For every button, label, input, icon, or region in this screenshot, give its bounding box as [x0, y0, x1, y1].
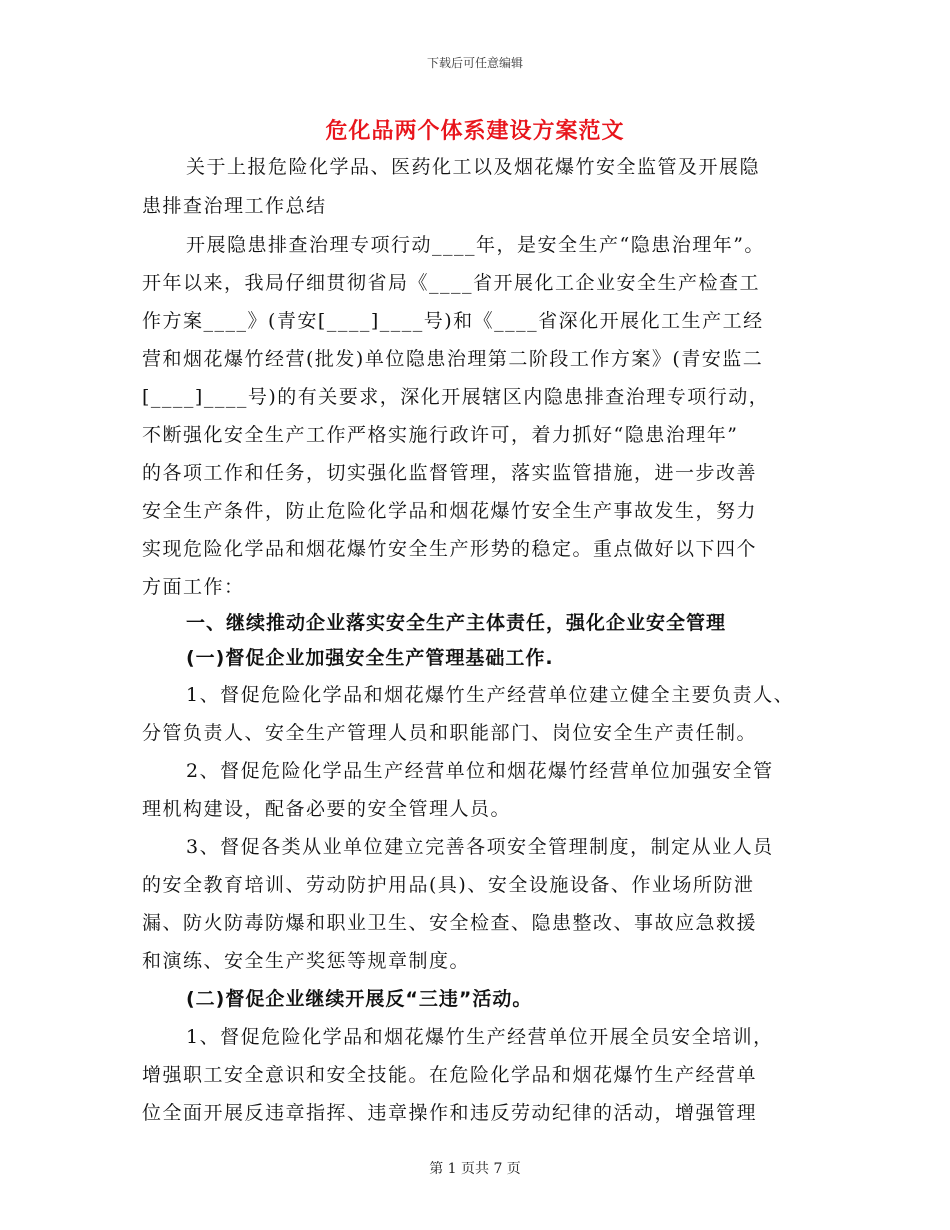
- text-line: 安全生产条件，防止危险化学品和烟花爆竹安全生产事故发生，努力: [142, 500, 758, 522]
- section-heading: 一、继续推动企业落实安全生产主体责任，强化企业安全管理: [186, 612, 727, 634]
- text-line: 患排查治理工作总结: [142, 195, 327, 217]
- text-line: 理机构建设，配备必要的安全管理人员。: [142, 798, 512, 820]
- text-line: 1、督促危险化学品和烟花爆竹生产经营单位建立健全主要负责人、: [186, 684, 795, 706]
- text-line: 和演练、安全生产奖惩等规章制度。: [142, 950, 471, 972]
- text-line: 2、督促危险化学品生产经营单位和烟花爆竹经营单位加强安全管: [186, 760, 774, 782]
- text-line: 分管负责人、安全生产管理人员和职能部门、岗位安全生产责任制。: [142, 722, 758, 744]
- header-note: 下载后可任意编辑: [426, 56, 523, 70]
- page-footer: 第 1 页共 7 页: [429, 1161, 521, 1177]
- subsection-heading: (一)督促企业加强安全生产管理基础工作.: [186, 647, 554, 669]
- text-line: 漏、防火防毒防爆和职业卫生、安全检查、隐患整改、事故应急救援: [142, 912, 758, 934]
- text-line: 位全面开展反违章指挥、违章操作和违反劳动纪律的活动，增强管理: [142, 1102, 758, 1124]
- subsection-heading: (二)督促企业继续开展反“三违”活动。: [186, 988, 533, 1010]
- text-line: 不断强化安全生产工作严格实施行政许可，着力抓好“隐患治理年”: [142, 424, 739, 446]
- document-title: 危化品两个体系建设方案范文: [325, 119, 625, 144]
- text-line: 的各项工作和任务，切实强化监督管理，落实监管措施，进一步改善: [142, 462, 758, 484]
- text-line: 3、督促各类从业单位建立完善各项安全管理制度，制定从业人员: [186, 836, 774, 858]
- text-line: 作方案____》(青安[____]____号)和《____省深化开展化工生产工经: [142, 310, 764, 332]
- text-line: 开展隐患排查治理专项行动____年，是安全生产“隐患治理年”。: [186, 234, 765, 256]
- text-line: 的安全教育培训、劳动防护用品(具)、安全设施设备、作业场所防泄: [142, 874, 755, 896]
- text-line: 实现危险化学品和烟花爆竹安全生产形势的稳定。重点做好以下四个: [142, 538, 758, 560]
- text-line: 营和烟花爆竹经营(批发)单位隐患治理第二阶段工作方案》(青安监二: [142, 348, 764, 370]
- text-line: 1、督促危险化学品和烟花爆竹生产经营单位开展全员安全培训，: [186, 1026, 774, 1048]
- text-line: 增强职工安全意识和安全技能。在危险化学品和烟花爆竹生产经营单: [142, 1064, 758, 1086]
- text-line: 开年以来，我局仔细贯彻省局《____省开展化工企业安全生产检查工: [142, 272, 761, 294]
- text-line: 关于上报危险化学品、医药化工以及烟花爆竹安全监管及开展隐: [186, 156, 761, 178]
- text-line: [____]____号)的有关要求，深化开展辖区内隐患排查治理专项行动，: [142, 386, 770, 408]
- text-line: 方面工作：: [142, 576, 245, 598]
